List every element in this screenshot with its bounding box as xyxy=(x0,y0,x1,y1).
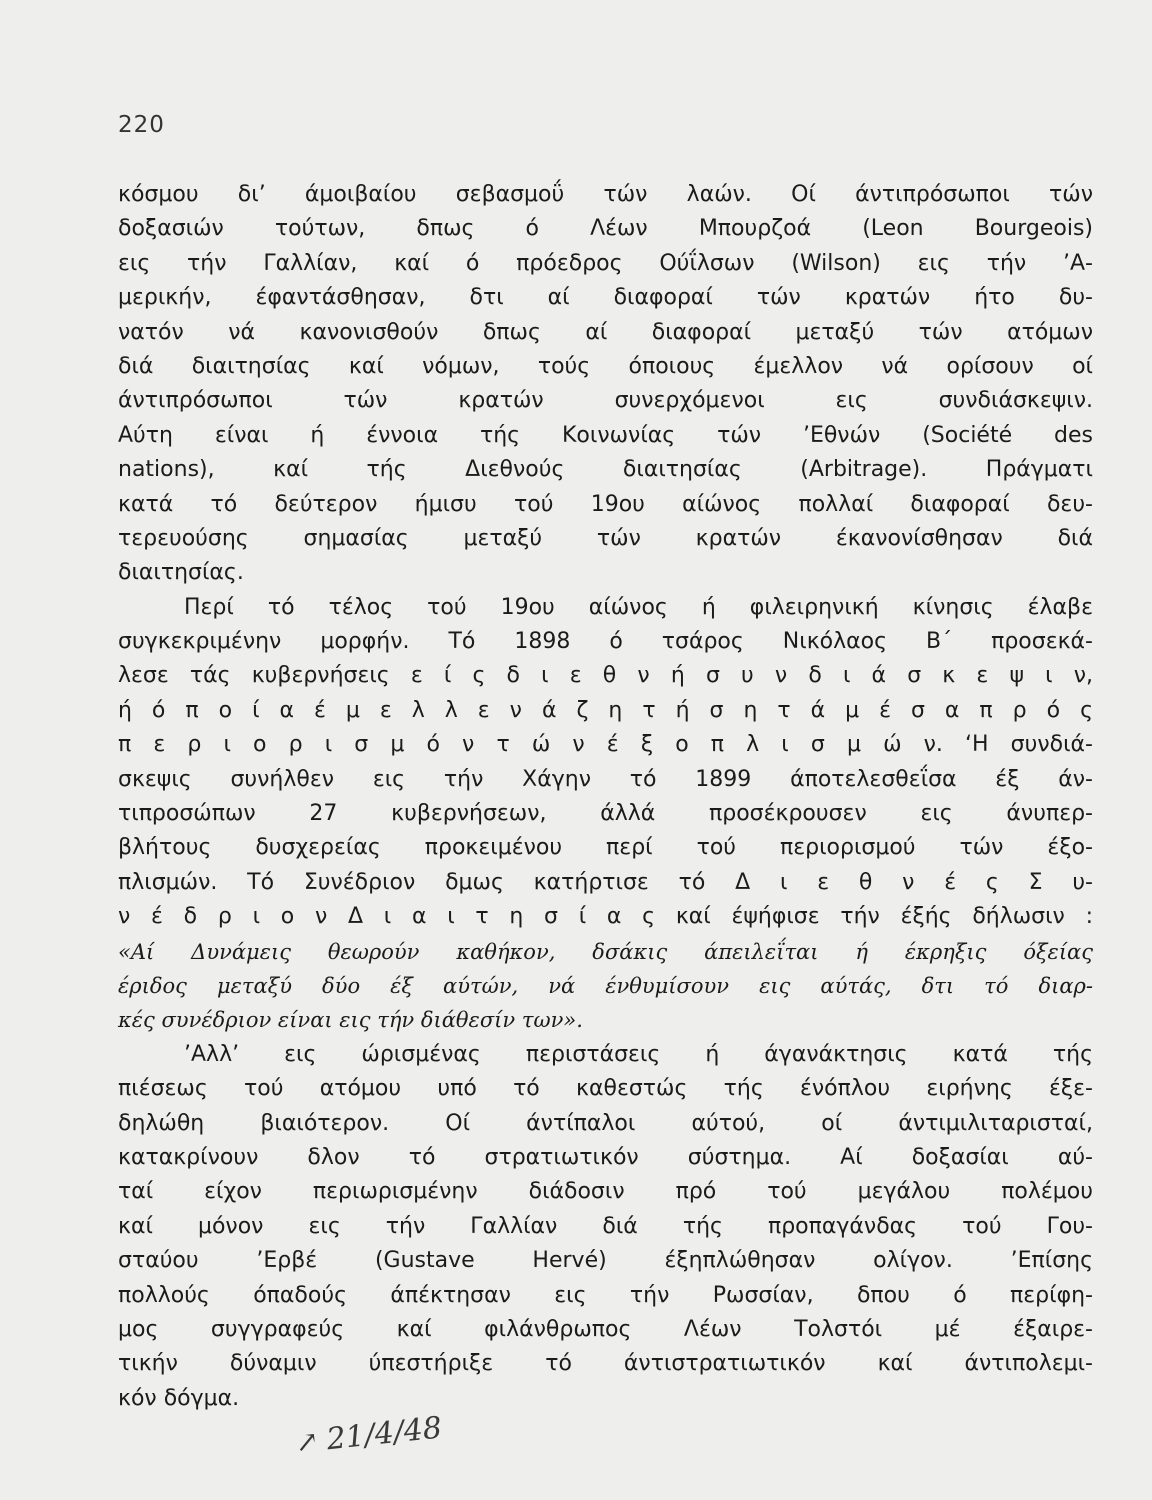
text-line: μος συγγραφεύς καί φιλάνθρωπος Λέων Τολστόι μέ έξαιρε- xyxy=(118,1316,1093,1342)
handwritten-date: 21/4/48 xyxy=(324,1410,444,1458)
text-line: τιπροσώπων 27 κυβερνήσεων, άλλά προσέκρουσεν εις άνυπερ- xyxy=(118,801,1093,827)
text-line: διά διαιτησίας καί νόμων, τούς όποιους έμελλον νά ορίσουν οί xyxy=(118,353,1093,379)
paragraph-2 xyxy=(118,591,1093,1038)
text-line: τικήν δύναμιν ύπεστήριξε τό άντιστρατιωτικόν καί άντιπολεμι- xyxy=(118,1351,1093,1377)
text-line: μερικήν, έφαντάσθησαν, δτι αί διαφοραί τών κρατών ήτο δυ- xyxy=(118,285,1093,311)
text-line: ν έ δ ρ ι ο ν Δ ι α ι τ η σ ί α ς καί έψήφισε τήν έξής δήλωσιν : xyxy=(118,904,1093,930)
text-line: νατόν νά κανονισθούν δπως αί διαφοραί μεταξύ τών ατόμων xyxy=(118,319,1093,345)
text-line: σταύου ’Ερβέ (Gustave Hervé) έξηπλώθησαν ολίγον. ’Επίσης xyxy=(118,1248,1093,1274)
text-line: κατά τό δεύτερον ήμισυ τού 19ου αίώνος πολλαί διαφοραί δευ- xyxy=(118,491,1093,517)
body-text xyxy=(118,178,1093,1416)
text-line: κόν δόγμα. xyxy=(118,1385,240,1411)
text-line: πλισμών. Τό Συνέδριον δμως κατήρτισε τό Δ ι ε θ ν έ ς Σ υ- xyxy=(118,869,1093,895)
quote-line: «Αί Δυνάμεις θεωρούν καθήκον, δσάκις άπειλεΐται ή έκρηξις όξείας xyxy=(118,939,1093,964)
text-line: nations), καί τής Διεθνούς διαιτησίας (Arbitrage). Πράγματι xyxy=(118,457,1093,483)
handwritten-annotation xyxy=(294,1410,444,1460)
text-line: δοξασιών τούτων, δπως ό Λέων Μπουρζοά (Leon Bourgeois) xyxy=(118,216,1093,242)
text-line: καί μόνον εις τήν Γαλλίαν διά τής προπαγάνδας τού Γου- xyxy=(118,1213,1093,1239)
text-line: άντιπρόσωποι τών κρατών συνερχόμενοι εις συνδιάσκεψιν. xyxy=(118,388,1093,414)
text-line: τερευούσης σημασίας μεταξύ τών κρατών έκανονίσθησαν διά xyxy=(118,525,1093,551)
text-line: δηλώθη βιαιότερον. Οί άντίπαλοι αύτού, οί άντιμιλιταρισταί, xyxy=(118,1110,1093,1136)
text-line: ή ό π ο ί α έ μ ε λ λ ε ν ά ζ η τ ή σ η τ ά μ έ σ α π ρ ό ς xyxy=(118,697,1093,723)
text-line: διαιτησίας. xyxy=(118,560,244,586)
text-line: Περί τό τέλος τού 19ου αίώνος ή φιλειρηνική κίνησις έλαβε xyxy=(184,594,1093,620)
text-line: βλήτους δυσχερείας προκειμένου περί τού περιορισμού τών έξο- xyxy=(118,835,1093,861)
text-line: κατακρίνουν δλον τό στρατιωτικόν σύστημα. Αί δοξασίαι αύ- xyxy=(118,1144,1093,1170)
text-line: ’Αλλ’ εις ώρισμένας περιστάσεις ή άγανάκτησις κατά τής xyxy=(184,1041,1093,1067)
text-line: Αύτη είναι ή έννοια τής Κοινωνίας τών ’Εθνών (Société des xyxy=(118,422,1093,448)
text-line: εις τήν Γαλλίαν, καί ό πρόεδρος Ούΐλσων (Wilson) εις τήν ’Α- xyxy=(118,250,1093,276)
paragraph-1 xyxy=(118,178,1093,591)
text-line: πιέσεως τού ατόμου υπό τό καθεστώς τής ένόπλου ειρήνης έξε- xyxy=(118,1076,1093,1102)
text-line: σκεψις συνήλθεν εις τήν Χάγην τό 1899 άποτελεσθεΐσα έξ άν- xyxy=(118,766,1093,792)
text-line: κόσμου δι’ άμοιβαίου σεβασμοΰ τών λαών. Οί άντιπρόσωποι τών xyxy=(118,182,1093,207)
paragraph-3 xyxy=(118,1038,1093,1416)
text-line: λεσε τάς κυβερνήσεις ε ί ς δ ι ε θ ν ή σ υ ν δ ι ά σ κ ε ψ ι ν, xyxy=(118,663,1093,689)
text-line: π ε ρ ι ο ρ ι σ μ ό ν τ ώ ν έ ξ ο π λ ι σ μ ώ ν. ‘Η συνδιά- xyxy=(118,732,1093,758)
page-number: 220 xyxy=(118,112,165,138)
text-line: ταί είχον περιωρισμένην διάδοσιν πρό τού μεγάλου πολέμου xyxy=(118,1179,1093,1205)
checkmark-icon: ↗ xyxy=(293,1424,321,1460)
quote-line: έριδος μεταξύ δύο έξ αύτών, νά ένθυμίσουν εις αύτάς, δτι τό διαρ- xyxy=(118,973,1093,998)
quote-line: κές συνέδριον είναι εις τήν διάθεσίν των». xyxy=(118,1008,583,1033)
text-line: πολλούς όπαδούς άπέκτησαν εις τήν Ρωσσίαν, δπου ό περίφη- xyxy=(118,1282,1093,1308)
text-line: συγκεκριμένην μορφήν. Τό 1898 ό τσάρος Νικόλαος Β΄ προσεκά- xyxy=(118,629,1093,655)
